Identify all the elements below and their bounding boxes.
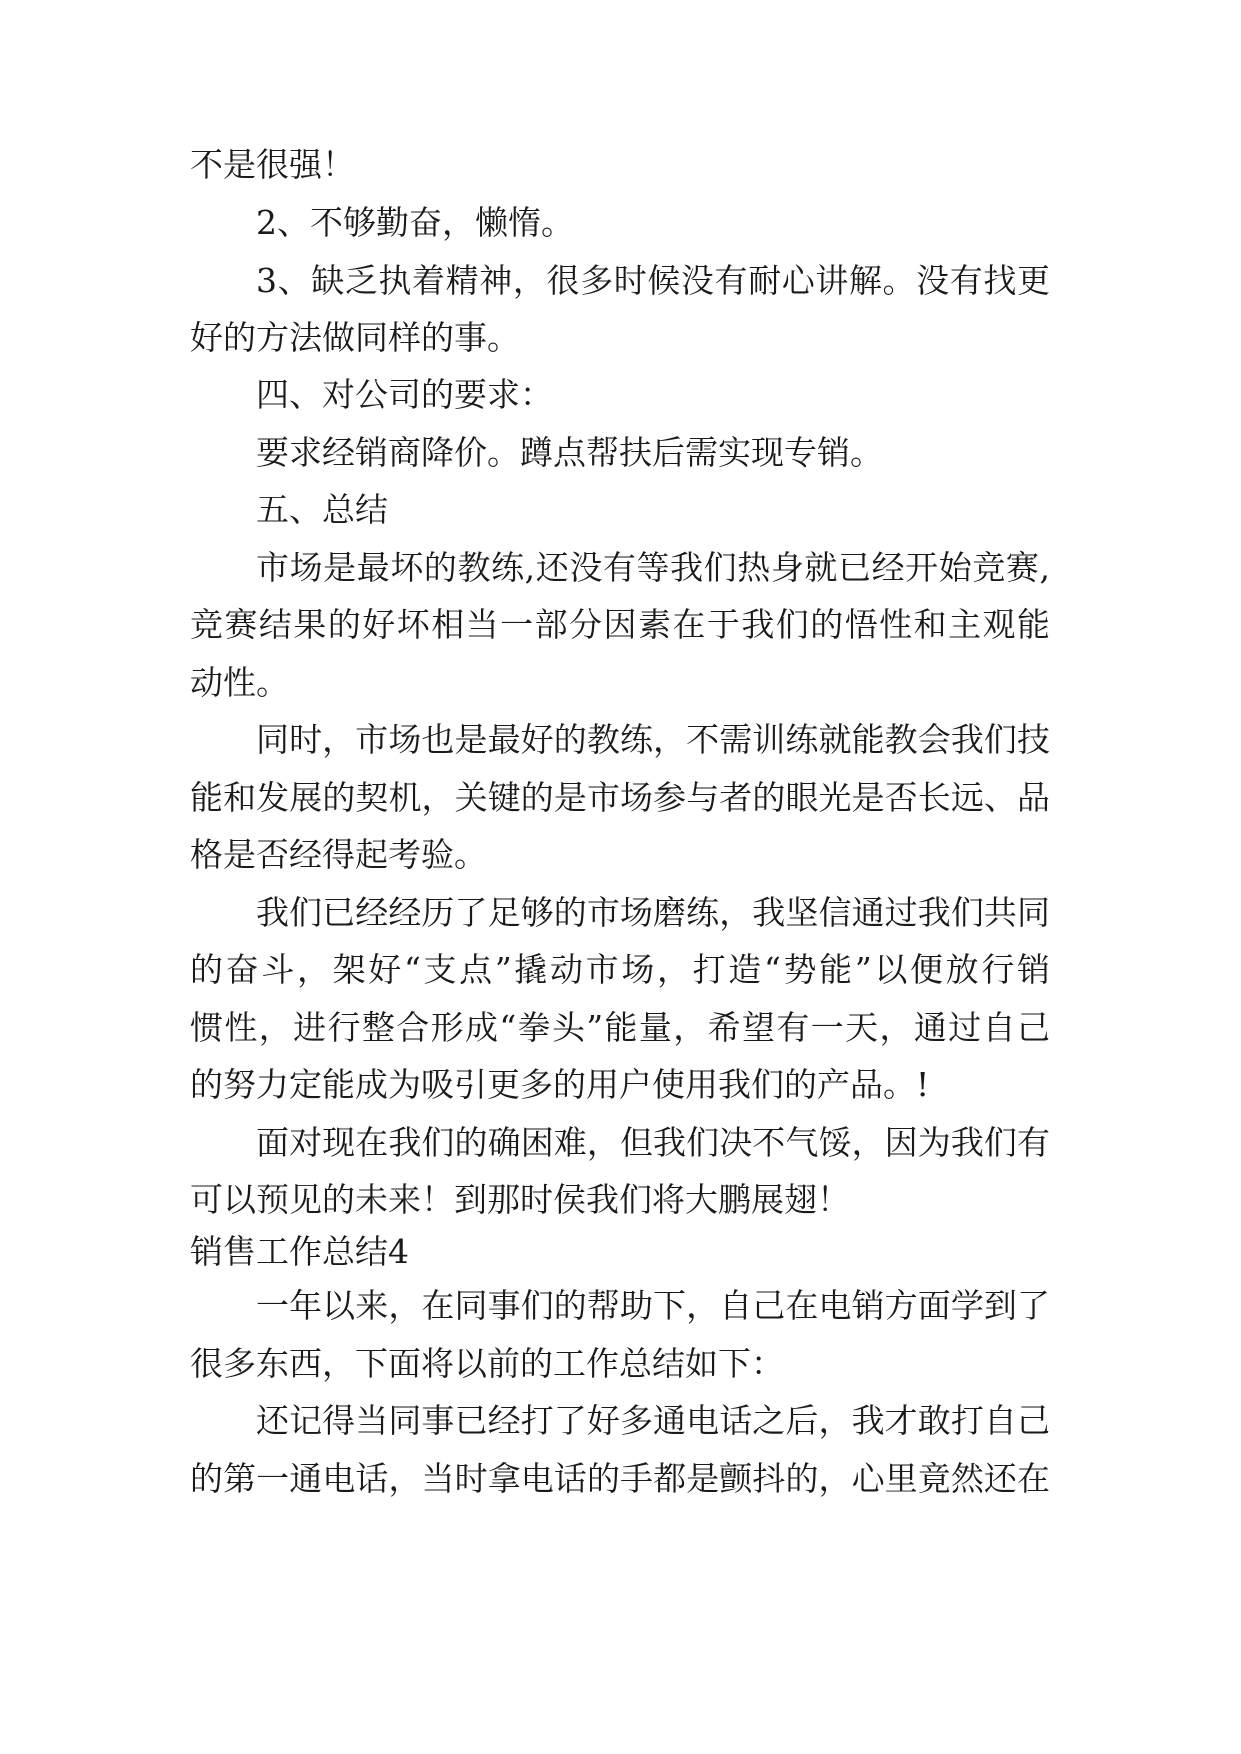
text-line: 竞赛结果的好坏相当一部分因素在于我们的悟性和主观能: [190, 605, 1050, 644]
text-line: 的奋斗，架好“支点”撬动市场，打造“势能”以便放行销: [190, 950, 1050, 989]
text-line: 能和发展的契机，关键的是市场参与者的眼光是否长远、品: [190, 778, 1050, 817]
text-line: 2、不够勤奋，懒惰。: [256, 203, 574, 242]
section-heading: 四、对公司的要求：: [256, 375, 553, 414]
section-title: 销售工作总结4: [190, 1232, 409, 1271]
text-line: 一年以来，在同事们的帮助下，自己在电销方面学到了: [256, 1286, 1050, 1325]
text-line: 还记得当同事已经打了好多通电话之后，我才敢打自己: [256, 1401, 1050, 1440]
text-line: 市场是最坏的教练,还没有等我们热身就已经开始竞赛,: [256, 548, 1050, 587]
text-line: 的第一通电话，当时拿电话的手都是颤抖的，心里竟然还在: [190, 1459, 1050, 1498]
text-line: 可以预见的未来！到那时侯我们将大鹏展翅！: [190, 1180, 850, 1219]
text-line: 不是很强！: [190, 145, 355, 184]
text-line: 要求经销商降价。蹲点帮扶后需实现专销。: [256, 433, 883, 472]
text-line: 惯性，进行整合形成“拳头”能量，希望有一天，通过自己: [190, 1008, 1050, 1047]
text-line: 同时，市场也是最好的教练，不需训练就能教会我们技: [256, 720, 1050, 759]
section-heading: 五、总结: [256, 490, 388, 529]
text-line: 好的方法做同样的事。: [190, 318, 520, 357]
text-line: 动性。: [190, 663, 289, 702]
text-line: 面对现在我们的确困难，但我们决不气馁，因为我们有: [256, 1123, 1050, 1162]
text-line: 很多东西，下面将以前的工作总结如下：: [190, 1344, 784, 1383]
text-line: 的努力定能成为吸引更多的用户使用我们的产品。!: [190, 1065, 930, 1104]
text-line: 我们已经经历了足够的市场磨练，我坚信通过我们共同: [256, 893, 1050, 932]
text-line: 格是否经得起考验。: [190, 835, 487, 874]
text-line: 3、缺乏执着精神，很多时候没有耐心讲解。没有找更: [256, 261, 1050, 300]
